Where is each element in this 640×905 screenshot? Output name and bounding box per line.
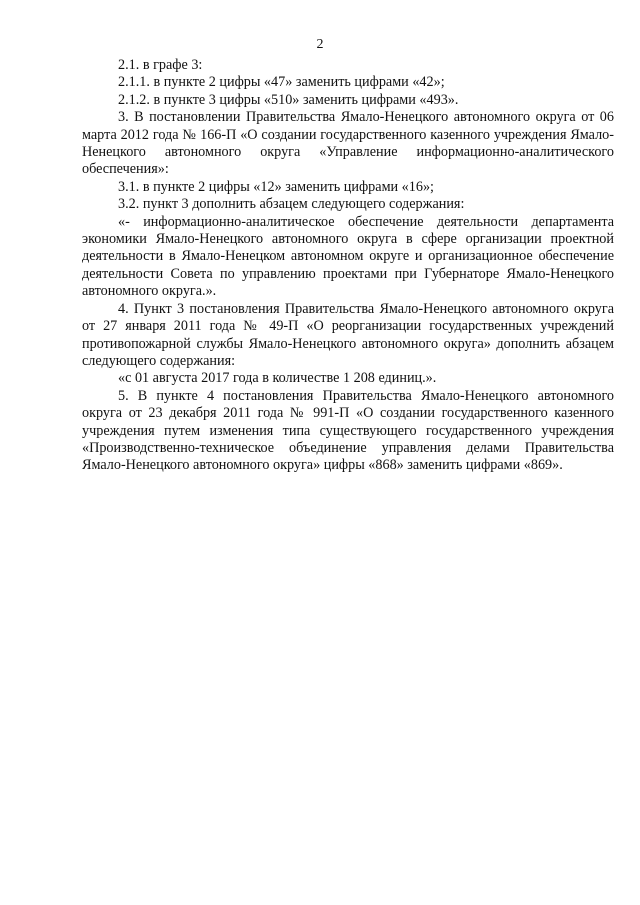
paragraph-2-1-1: 2.1.1. в пункте 2 цифры «47» заменить цифрами «42»; — [118, 74, 445, 91]
paragraph-3: 3. В постановлении Правительства Ямало-Ненецкого автономного округа от 06 марта 2012 года № 166-П «О создании государственного казенного учреждения Ямало-Ненецкого автономного округа «Управление информационно-аналитического обеспечения»: — [82, 109, 614, 178]
paragraph-4: 4. Пункт 3 постановления Правительства Ямало-Ненецкого автономного округа от 27 января 2011 года № 49-П «О реорганизации государственных учреждений противопожарной службы Ямало-Ненецкого автономного округа» дополнить абзацем следующего содержания: — [82, 300, 614, 369]
paragraph-4-quote: «с 01 августа 2017 года в количестве 1 208 единиц.». — [118, 370, 437, 387]
paragraph-5: 5. В пункте 4 постановления Правительства Ямало-Ненецкого автономного округа от 23 декабря 2011 года № 991-П «О создании государственного казенного учреждения путем изменения типа существующего государственного учреждения «Производственно-техническое объединение управления делами Правительства Ямало-Ненецкого автономного округа» цифры «868» заменить цифрами «869». — [82, 387, 614, 474]
page-number: 2 — [316, 37, 324, 52]
paragraph-2-1: 2.1. в графе 3: — [118, 57, 203, 73]
document-body — [82, 57, 614, 475]
paragraph-3-2: 3.2. пункт 3 дополнить абзацем следующего содержания: — [118, 196, 465, 213]
paragraph-2-1-2: 2.1.2. в пункте 3 цифры «510» заменить цифрами «493». — [118, 91, 459, 108]
paragraph-3-2-quote: «- информационно-аналитическое обеспечение деятельности департамента экономики Ямало-Ненецкого автономного округа в сфере организации проектной деятельности в Ямало-Ненецком автономном округе и организационное обеспечение деятельности Совета по управлению проектами при Губернаторе Ямало-Ненецкого автономного округа.». — [82, 213, 614, 300]
paragraph-3-1: 3.1. в пункте 2 цифры «12» заменить цифрами «16»; — [118, 178, 434, 195]
